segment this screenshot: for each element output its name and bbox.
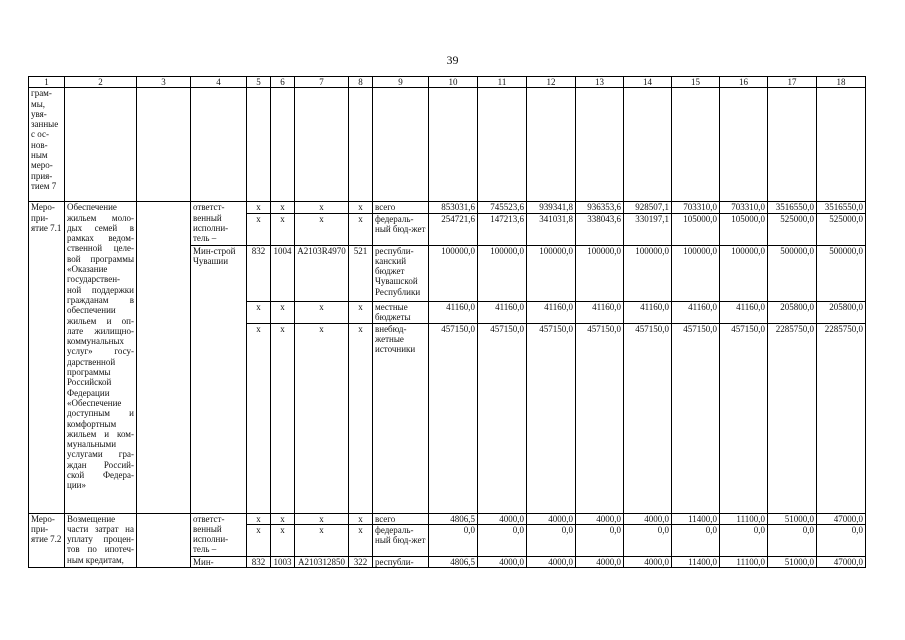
- budget-code-cell: x: [295, 213, 349, 245]
- budget-code-cell: x: [295, 202, 349, 213]
- amount-cell: 41160,0: [429, 301, 478, 323]
- budget-code-cell: А2103R4970: [295, 245, 349, 301]
- amount-cell: 0,0: [429, 524, 478, 556]
- budget-code-cell: 1004: [271, 245, 295, 301]
- budget-code-cell: x: [295, 513, 349, 524]
- budget-code-cell: x: [349, 513, 373, 524]
- amount-cell: 525000,0: [768, 213, 817, 245]
- amount-cell: 11100,0: [720, 556, 768, 567]
- empty-cell: [137, 513, 191, 568]
- amount-cell: 3516550,0: [768, 202, 817, 213]
- amount-cell: 457150,0: [478, 323, 527, 513]
- budget-code-cell: 832: [247, 245, 271, 301]
- header-cell: 16: [720, 77, 768, 88]
- empty-cell: [295, 88, 349, 202]
- amount-cell: 4000,0: [478, 556, 527, 567]
- header-cell: 3: [137, 77, 191, 88]
- amount-cell: 939341,8: [527, 202, 576, 213]
- header-row: [29, 77, 866, 88]
- empty-cell: [478, 88, 527, 202]
- header-cell: 10: [429, 77, 478, 88]
- amount-cell: 341031,8: [527, 213, 576, 245]
- ministry-name: Мин-: [191, 556, 247, 567]
- budget-code-cell: x: [247, 524, 271, 556]
- amount-cell: 0,0: [576, 524, 624, 556]
- budget-code-cell: x: [349, 301, 373, 323]
- amount-cell: 457150,0: [527, 323, 576, 513]
- measure-label: Меро-при-ятие 7.2: [29, 513, 65, 568]
- amount-cell: 11100,0: [720, 513, 768, 524]
- amount-cell: 0,0: [478, 524, 527, 556]
- budget-code-cell: 521: [349, 245, 373, 301]
- empty-cell: [527, 88, 576, 202]
- amount-cell: 4000,0: [527, 513, 576, 524]
- amount-cell: 4806,5: [429, 556, 478, 567]
- amount-cell: 100000,0: [624, 245, 672, 301]
- amount-cell: 0,0: [672, 524, 720, 556]
- header-cell: 4: [191, 77, 247, 88]
- amount-cell: 100000,0: [720, 245, 768, 301]
- empty-cell: [191, 88, 247, 202]
- measure-description: Обеспечение жильем моло-дых семей в рамках ведом-ственной целе-вой программы «Оказание государствен-ной поддержки гражданам в обеспечении жильем и оп-лате жилищно-коммунальных услуг» госу-дарственной программы Российской Федерации «Обеспечение доступным и комфортным жильем и ком-мунальными услугами гра-ждан Россий-ской Федера-ции»: [65, 202, 137, 513]
- amount-cell: 0,0: [624, 524, 672, 556]
- section-intro-row: [29, 88, 866, 202]
- amount-cell: 205800,0: [768, 301, 817, 323]
- funding-source-cell: внебюд-жетные источники: [373, 323, 429, 513]
- amount-cell: 4000,0: [576, 556, 624, 567]
- budget-code-cell: x: [247, 323, 271, 513]
- empty-cell: [768, 88, 817, 202]
- empty-cell: [247, 88, 271, 202]
- funding-source-cell: республи-канский бюджет Чувашской Республики: [373, 245, 429, 301]
- header-cell: 1: [29, 77, 65, 88]
- budget-code-cell: x: [271, 202, 295, 213]
- amount-cell: 0,0: [768, 524, 817, 556]
- budget-code-cell: x: [349, 323, 373, 513]
- amount-cell: 51000,0: [768, 556, 817, 567]
- empty-cell: [817, 88, 866, 202]
- header-cell: 12: [527, 77, 576, 88]
- responsible-executor: ответст-венный исполни-тель –: [191, 513, 247, 556]
- amount-cell: 0,0: [527, 524, 576, 556]
- empty-cell: [271, 88, 295, 202]
- amount-cell: 703310,0: [672, 202, 720, 213]
- header-cell: 15: [672, 77, 720, 88]
- amount-cell: 254721,6: [429, 213, 478, 245]
- funding-source-cell: всего: [373, 513, 429, 524]
- amount-cell: 4000,0: [624, 556, 672, 567]
- budget-code-cell: x: [295, 524, 349, 556]
- amount-cell: 4806,5: [429, 513, 478, 524]
- amount-cell: 3516550,0: [817, 202, 866, 213]
- amount-cell: 4000,0: [478, 513, 527, 524]
- table-row: [29, 202, 866, 213]
- header-cell: 18: [817, 77, 866, 88]
- header-cell: 9: [373, 77, 429, 88]
- budget-code-cell: А210312850: [295, 556, 349, 567]
- empty-cell: [624, 88, 672, 202]
- table-row: [29, 513, 866, 524]
- amount-cell: 100000,0: [672, 245, 720, 301]
- header-cell: 7: [295, 77, 349, 88]
- section-intro-label: грам-мы, увя-занные с ос-нов-ным меро-прия-тием 7: [29, 88, 65, 202]
- budget-code-cell: x: [271, 513, 295, 524]
- amount-cell: 4000,0: [527, 556, 576, 567]
- amount-cell: 330197,1: [624, 213, 672, 245]
- amount-cell: 4000,0: [624, 513, 672, 524]
- amount-cell: 41160,0: [527, 301, 576, 323]
- funding-source-cell: федераль-ный бюд-жет: [373, 213, 429, 245]
- funding-source-cell: республи-: [373, 556, 429, 567]
- budget-code-cell: x: [271, 323, 295, 513]
- amount-cell: 205800,0: [817, 301, 866, 323]
- responsible-executor: ответст-венный исполни-тель –: [191, 202, 247, 245]
- amount-cell: 11400,0: [672, 513, 720, 524]
- header-cell: 14: [624, 77, 672, 88]
- empty-cell: [137, 202, 191, 513]
- empty-cell: [373, 88, 429, 202]
- amount-cell: 936353,6: [576, 202, 624, 213]
- amount-cell: 457150,0: [672, 323, 720, 513]
- amount-cell: 525000,0: [817, 213, 866, 245]
- funding-source-cell: местные бюджеты: [373, 301, 429, 323]
- budget-code-cell: 322: [349, 556, 373, 567]
- header-cell: 5: [247, 77, 271, 88]
- ministry-name: Мин-строй Чувашии: [191, 245, 247, 513]
- amount-cell: 41160,0: [720, 301, 768, 323]
- funding-source-cell: федераль-ный бюд-жет: [373, 524, 429, 556]
- empty-cell: [349, 88, 373, 202]
- amount-cell: 457150,0: [429, 323, 478, 513]
- amount-cell: 41160,0: [672, 301, 720, 323]
- empty-cell: [672, 88, 720, 202]
- empty-cell: [429, 88, 478, 202]
- empty-cell: [576, 88, 624, 202]
- amount-cell: 105000,0: [672, 213, 720, 245]
- empty-cell: [65, 88, 137, 202]
- budget-code-cell: x: [271, 524, 295, 556]
- funding-source-cell: всего: [373, 202, 429, 213]
- header-cell: 11: [478, 77, 527, 88]
- budget-code-cell: x: [349, 524, 373, 556]
- budget-code-cell: x: [247, 301, 271, 323]
- amount-cell: 105000,0: [720, 213, 768, 245]
- amount-cell: 745523,6: [478, 202, 527, 213]
- budget-code-cell: x: [271, 301, 295, 323]
- measure-description: Возмещение части затрат на уплату процен-тов по ипотеч-ным кредитам,: [65, 513, 137, 568]
- amount-cell: 457150,0: [720, 323, 768, 513]
- amount-cell: 853031,6: [429, 202, 478, 213]
- amount-cell: 4000,0: [576, 513, 624, 524]
- header-cell: 6: [271, 77, 295, 88]
- amount-cell: 500000,0: [768, 245, 817, 301]
- amount-cell: 457150,0: [624, 323, 672, 513]
- amount-cell: 100000,0: [429, 245, 478, 301]
- amount-cell: 100000,0: [478, 245, 527, 301]
- budget-code-cell: 1003: [271, 556, 295, 567]
- amount-cell: 47000,0: [817, 513, 866, 524]
- amount-cell: 338043,6: [576, 213, 624, 245]
- budget-code-cell: x: [349, 213, 373, 245]
- header-cell: 13: [576, 77, 624, 88]
- budget-code-cell: x: [247, 513, 271, 524]
- budget-table: [28, 76, 866, 568]
- amount-cell: 41160,0: [478, 301, 527, 323]
- amount-cell: 0,0: [720, 524, 768, 556]
- header-cell: 2: [65, 77, 137, 88]
- amount-cell: 928507,1: [624, 202, 672, 213]
- amount-cell: 500000,0: [817, 245, 866, 301]
- amount-cell: 703310,0: [720, 202, 768, 213]
- amount-cell: 147213,6: [478, 213, 527, 245]
- budget-code-cell: 832: [247, 556, 271, 567]
- header-cell: 8: [349, 77, 373, 88]
- budget-code-cell: x: [247, 202, 271, 213]
- amount-cell: 100000,0: [576, 245, 624, 301]
- empty-cell: [137, 88, 191, 202]
- budget-code-cell: x: [295, 323, 349, 513]
- amount-cell: 41160,0: [624, 301, 672, 323]
- measure-label: Меро-при-ятие 7.1: [29, 202, 65, 513]
- empty-cell: [720, 88, 768, 202]
- amount-cell: 2285750,0: [768, 323, 817, 513]
- amount-cell: 51000,0: [768, 513, 817, 524]
- page-number: 39: [446, 53, 459, 67]
- amount-cell: 41160,0: [576, 301, 624, 323]
- budget-code-cell: x: [295, 301, 349, 323]
- amount-cell: 100000,0: [527, 245, 576, 301]
- budget-code-cell: x: [271, 213, 295, 245]
- amount-cell: 47000,0: [817, 556, 866, 567]
- budget-code-cell: x: [247, 213, 271, 245]
- amount-cell: 457150,0: [576, 323, 624, 513]
- amount-cell: 0,0: [817, 524, 866, 556]
- amount-cell: 11400,0: [672, 556, 720, 567]
- amount-cell: 2285750,0: [817, 323, 866, 513]
- header-cell: 17: [768, 77, 817, 88]
- budget-code-cell: x: [349, 202, 373, 213]
